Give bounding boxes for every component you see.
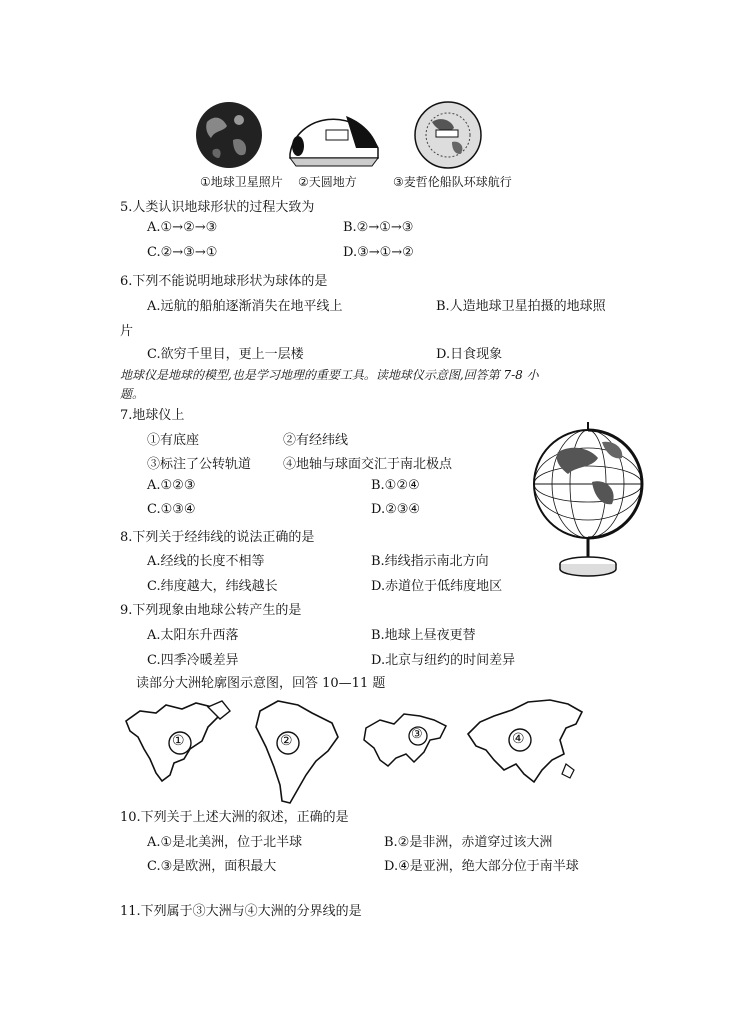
intro-7-8-line2: 题。	[120, 387, 145, 401]
q7-item-3: ③标注了公转轨道	[147, 457, 252, 472]
question-9: 9.下列现象由地球公转产生的是	[120, 603, 302, 618]
q7-option-d[interactable]: D.②③④	[371, 502, 421, 517]
continent-north-america	[122, 697, 238, 785]
q8-option-d[interactable]: D.赤道位于低纬度地区	[371, 579, 503, 594]
caption-dome: ②天圆地方	[298, 175, 357, 189]
q6-option-b[interactable]: B.人造地球卫星拍摄的地球照	[436, 299, 606, 314]
q8-option-c[interactable]: C.纬度越大，纬线越长	[147, 579, 278, 594]
q8-option-a[interactable]: A.经线的长度不相等	[147, 554, 265, 569]
magellan-voyage-globe	[412, 100, 484, 170]
q6-option-d[interactable]: D.日食现象	[436, 347, 503, 362]
q5-option-d[interactable]: D.③→①→②	[343, 245, 414, 260]
q10-option-c[interactable]: C.③是欧洲，面积最大	[147, 859, 277, 874]
continent-europe	[360, 710, 452, 774]
q5-option-a[interactable]: A.①→②→③	[147, 220, 218, 235]
earth-satellite-photo	[193, 100, 265, 170]
q7-item-4: ④地轴与球面交汇于南北极点	[283, 457, 453, 472]
q6-option-a[interactable]: A.远航的船舶逐渐消失在地平线上	[147, 299, 343, 314]
q9-option-d[interactable]: D.北京与纽约的时间差异	[371, 653, 516, 668]
q7-option-b[interactable]: B.①②④	[371, 478, 420, 493]
q6-option-c[interactable]: C.欲穷千里目，更上一层楼	[147, 347, 304, 362]
continent-label-1: ①	[172, 733, 185, 749]
q5-option-b[interactable]: B.②→①→③	[343, 220, 414, 235]
q9-option-c[interactable]: C.四季冷暖差异	[147, 653, 239, 668]
dome-sky-square-earth	[286, 104, 382, 168]
question-5: 5.人类认识地球形状的过程大致为	[120, 200, 315, 215]
continent-south-america	[250, 697, 346, 809]
q9-option-b[interactable]: B.地球上昼夜更替	[371, 628, 476, 643]
continent-asia	[464, 694, 586, 790]
q10-option-d[interactable]: D.④是亚洲，绝大部分位于南半球	[384, 859, 579, 874]
q9-option-a[interactable]: A.太阳东升西落	[147, 628, 239, 643]
continent-label-3: ③	[411, 727, 423, 742]
caption-satellite: ①地球卫星照片	[200, 175, 283, 189]
q7-item-1: ①有底座	[147, 433, 200, 448]
q8-option-b[interactable]: B.纬线指示南北方向	[371, 554, 489, 569]
q5-option-c[interactable]: C.②→③→①	[147, 245, 218, 260]
q10-option-a[interactable]: A.①是北美洲，位于北半球	[147, 835, 303, 850]
question-11: 11.下列属于③大洲与④大洲的分界线的是	[120, 904, 362, 919]
q7-option-a[interactable]: A.①②③	[147, 478, 196, 493]
q10-option-b[interactable]: B.②是非洲，赤道穿过该大洲	[384, 835, 553, 850]
question-10: 10.下列关于上述大洲的叙述，正确的是	[120, 810, 349, 825]
caption-magellan: ③麦哲伦船队环球航行	[393, 175, 512, 189]
q7-item-2: ②有经纬线	[283, 433, 349, 448]
continent-label-4: ④	[512, 731, 525, 747]
q7-option-c[interactable]: C.①③④	[147, 502, 196, 517]
question-8: 8.下列关于经纬线的说法正确的是	[120, 530, 315, 545]
question-7: 7.地球仪上	[120, 408, 185, 423]
q6-option-b-wrap: 片	[120, 324, 134, 339]
question-6: 6.下列不能说明地球形状为球体的是	[120, 274, 328, 289]
globe-illustration	[528, 412, 648, 577]
intro-10-11: 读部分大洲轮廓图示意图，回答 10—11 题	[136, 676, 386, 691]
intro-7-8-line1: 地球仪是地球的模型,也是学习地理的重要工具。读地球仪示意图,回答第 7-8 小	[120, 368, 539, 382]
continent-label-2: ②	[280, 733, 293, 749]
